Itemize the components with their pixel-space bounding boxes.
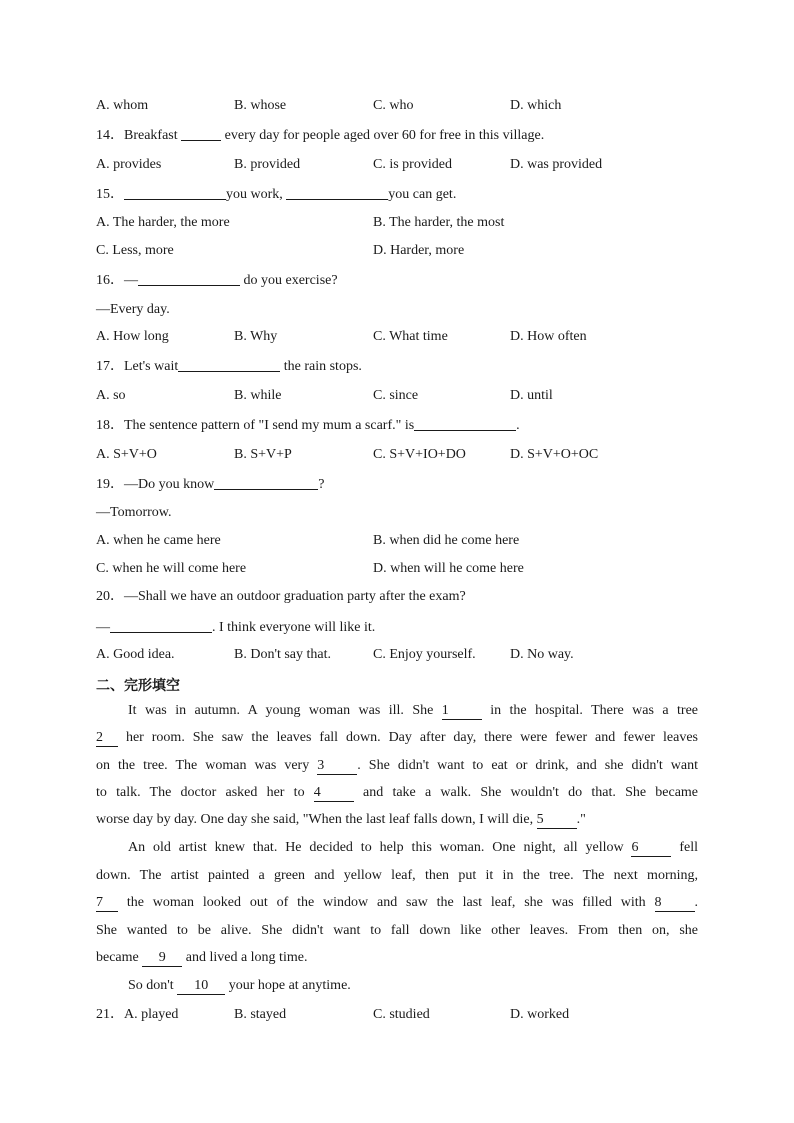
q17-number: 17． [96, 359, 124, 374]
q20-stem [96, 588, 466, 606]
q15-stem [96, 185, 456, 204]
q18-options [96, 446, 716, 464]
q19-option-a: A. when he came here [96, 533, 221, 548]
cloze-text: her room. She saw the leaves fall down. Day after day, there were fewer and fewer leaves [125, 730, 699, 745]
q15-options-row2 [96, 242, 716, 260]
cloze-line-1 [128, 702, 698, 720]
q15-options-row1 [96, 214, 716, 232]
q20-dash: — [96, 620, 110, 635]
q19-answer: —Tomorrow. [96, 505, 172, 520]
q20-option-c: C. Enjoy yourself. [373, 647, 476, 662]
cloze-blank-7: 7 [96, 895, 118, 912]
q14-option-b: B. provided [234, 157, 301, 172]
q16-option-c: C. What time [373, 329, 448, 344]
cloze-text: . She didn't want to eat or drink, and she didn't want [357, 758, 699, 773]
q16-stem [96, 271, 338, 290]
q13-option-b: B. whose [234, 98, 287, 113]
cloze-blank-4: 4 [314, 785, 354, 802]
q16-option-b: B. Why [234, 329, 278, 344]
cloze-text: became [96, 950, 139, 965]
q19-option-b: B. when did he come here [373, 533, 520, 548]
cloze-text: ." [576, 812, 586, 827]
cloze-blank-6: 6 [631, 840, 671, 857]
cloze-blank-5: 5 [537, 812, 577, 829]
q19-number: 19． [96, 477, 124, 492]
q20-number: 20． [96, 589, 124, 604]
q17-blank [178, 357, 280, 372]
q14-text-post: every day for people aged over 60 for free in this village. [224, 128, 545, 143]
cloze-text: So don't [128, 978, 174, 993]
q15-option-b: B. The harder, the most [373, 215, 505, 230]
q19-blank [214, 475, 318, 490]
q17-option-d: D. until [510, 388, 553, 403]
cloze-text: on the tree. The woman was very [96, 758, 310, 773]
cloze-text: worse day by day. One day she said, "When the last leaf falls down, I will die, [96, 812, 534, 827]
q21-option-b: B. stayed [234, 1007, 287, 1022]
q20-blank [110, 618, 212, 633]
q18-option-b: B. S+V+P [234, 447, 292, 462]
q18-text-pre: The sentence pattern of "I send my mum a scarf." is [124, 418, 415, 433]
q19-option-c: C. when he will come here [96, 561, 247, 576]
cloze-line-7: down. The artist painted a green and yellow leaf, then put it in the tree. The next morning, [96, 868, 698, 883]
q16-answer: —Every day. [96, 302, 170, 317]
cloze-line-3 [96, 757, 698, 775]
q15-option-d: D. Harder, more [373, 243, 465, 258]
q20-option-a: A. Good idea. [96, 647, 175, 662]
q15-number: 15． [96, 187, 124, 202]
q19-text-pre: —Do you know [124, 477, 215, 492]
q18-option-a: A. S+V+O [96, 447, 157, 462]
cloze-blank-1: 1 [442, 703, 482, 720]
q18-text-post: . [516, 418, 520, 433]
cloze-text: and take a walk. She wouldn't do that. She became [363, 785, 699, 800]
q14-number: 14． [96, 128, 124, 143]
cloze-text: the woman looked out of the window and saw the last leaf, she was filled with [126, 895, 646, 910]
q16-options [96, 328, 716, 346]
q13-options [96, 97, 716, 115]
q15-blank-2 [286, 185, 388, 200]
q15-text-post: you can get. [388, 187, 457, 202]
cloze-blank-3: 3 [317, 758, 357, 775]
cloze-text: in the hospital. There was a tree [490, 703, 699, 718]
q14-blank [181, 126, 221, 141]
q15-blank-1 [124, 185, 226, 200]
q21-number: 21． [96, 1007, 124, 1022]
q14-option-d: D. was provided [510, 157, 603, 172]
q17-options [96, 387, 716, 405]
cloze-line-6 [128, 839, 698, 857]
cloze-line-5 [96, 811, 698, 829]
q20-answer-line [96, 618, 375, 637]
q19-text-post: ? [318, 477, 325, 492]
cloze-line-10 [96, 949, 307, 967]
q18-stem [96, 416, 520, 435]
q21-option-a [96, 1006, 178, 1024]
q15-text-mid: you work, [226, 187, 283, 202]
cloze-line-8 [96, 894, 698, 912]
cloze-text: fell [679, 840, 699, 855]
cloze-text: . [694, 895, 699, 910]
q16-option-a: A. How long [96, 329, 169, 344]
q17-text-pre: Let's wait [124, 359, 179, 374]
q18-option-d: D. S+V+O+OC [510, 447, 599, 462]
cloze-blank-8: 8 [655, 895, 695, 912]
cloze-section-heading: 二、完形填空 [96, 678, 180, 694]
q16-number: 16． [96, 273, 124, 288]
q17-text-post: the rain stops. [283, 359, 362, 374]
q18-number: 18． [96, 418, 124, 433]
q21-option-d: D. worked [510, 1007, 570, 1022]
cloze-line-4 [96, 784, 698, 802]
q16-option-d: D. How often [510, 329, 587, 344]
cloze-line-2 [96, 729, 698, 747]
q17-option-a: A. so [96, 388, 126, 403]
cloze-blank-2: 2 [96, 730, 118, 747]
q14-option-a: A. provides [96, 157, 162, 172]
q20-option-d: D. No way. [510, 647, 574, 662]
q17-option-b: B. while [234, 388, 282, 403]
q16-dash: — [124, 273, 138, 288]
q19-options-row2 [96, 560, 716, 578]
q21-option-c: C. studied [373, 1007, 430, 1022]
q20-option-b: B. Don't say that. [234, 647, 332, 662]
q14-text-pre: Breakfast [124, 128, 178, 143]
q13-option-a: A. whom [96, 98, 149, 113]
q18-blank [414, 416, 516, 431]
cloze-line-11 [128, 977, 351, 995]
cloze-text: and lived a long time. [185, 950, 308, 965]
cloze-text: An old artist knew that. He decided to help this woman. One night, all yellow [128, 840, 624, 855]
q20-options [96, 646, 716, 664]
q16-blank [138, 271, 240, 286]
q14-stem [96, 126, 544, 145]
q15-option-c: C. Less, more [96, 243, 174, 258]
q20-text-post: . I think everyone will like it. [212, 620, 376, 635]
q20-question: —Shall we have an outdoor graduation party after the exam? [124, 589, 466, 604]
q19-options-row1 [96, 532, 716, 550]
q15-option-a: A. The harder, the more [96, 215, 230, 230]
q18-option-c: C. S+V+IO+DO [373, 447, 466, 462]
q13-option-c: C. who [373, 98, 414, 113]
q14-options [96, 156, 716, 174]
q19-option-d: D. when will he come here [373, 561, 524, 576]
cloze-line-9: She wanted to be alive. She didn't want to fall down like other leaves. From then on, she [96, 923, 698, 938]
q17-option-c: C. since [373, 388, 419, 403]
q21-options [96, 1006, 716, 1024]
q19-stem [96, 475, 324, 494]
cloze-text: It was in autumn. A young woman was ill. She [128, 703, 434, 718]
q14-option-c: C. is provided [373, 157, 452, 172]
cloze-text: to talk. The doctor asked her to [96, 785, 305, 800]
q13-option-d: D. which [510, 98, 562, 113]
q16-text-post: do you exercise? [243, 273, 338, 288]
cloze-blank-9: 9 [142, 950, 182, 967]
q21-option-a-text: A. played [124, 1007, 179, 1022]
cloze-text: your hope at anytime. [228, 978, 351, 993]
q17-stem [96, 357, 362, 376]
cloze-blank-10: 10 [177, 978, 225, 995]
